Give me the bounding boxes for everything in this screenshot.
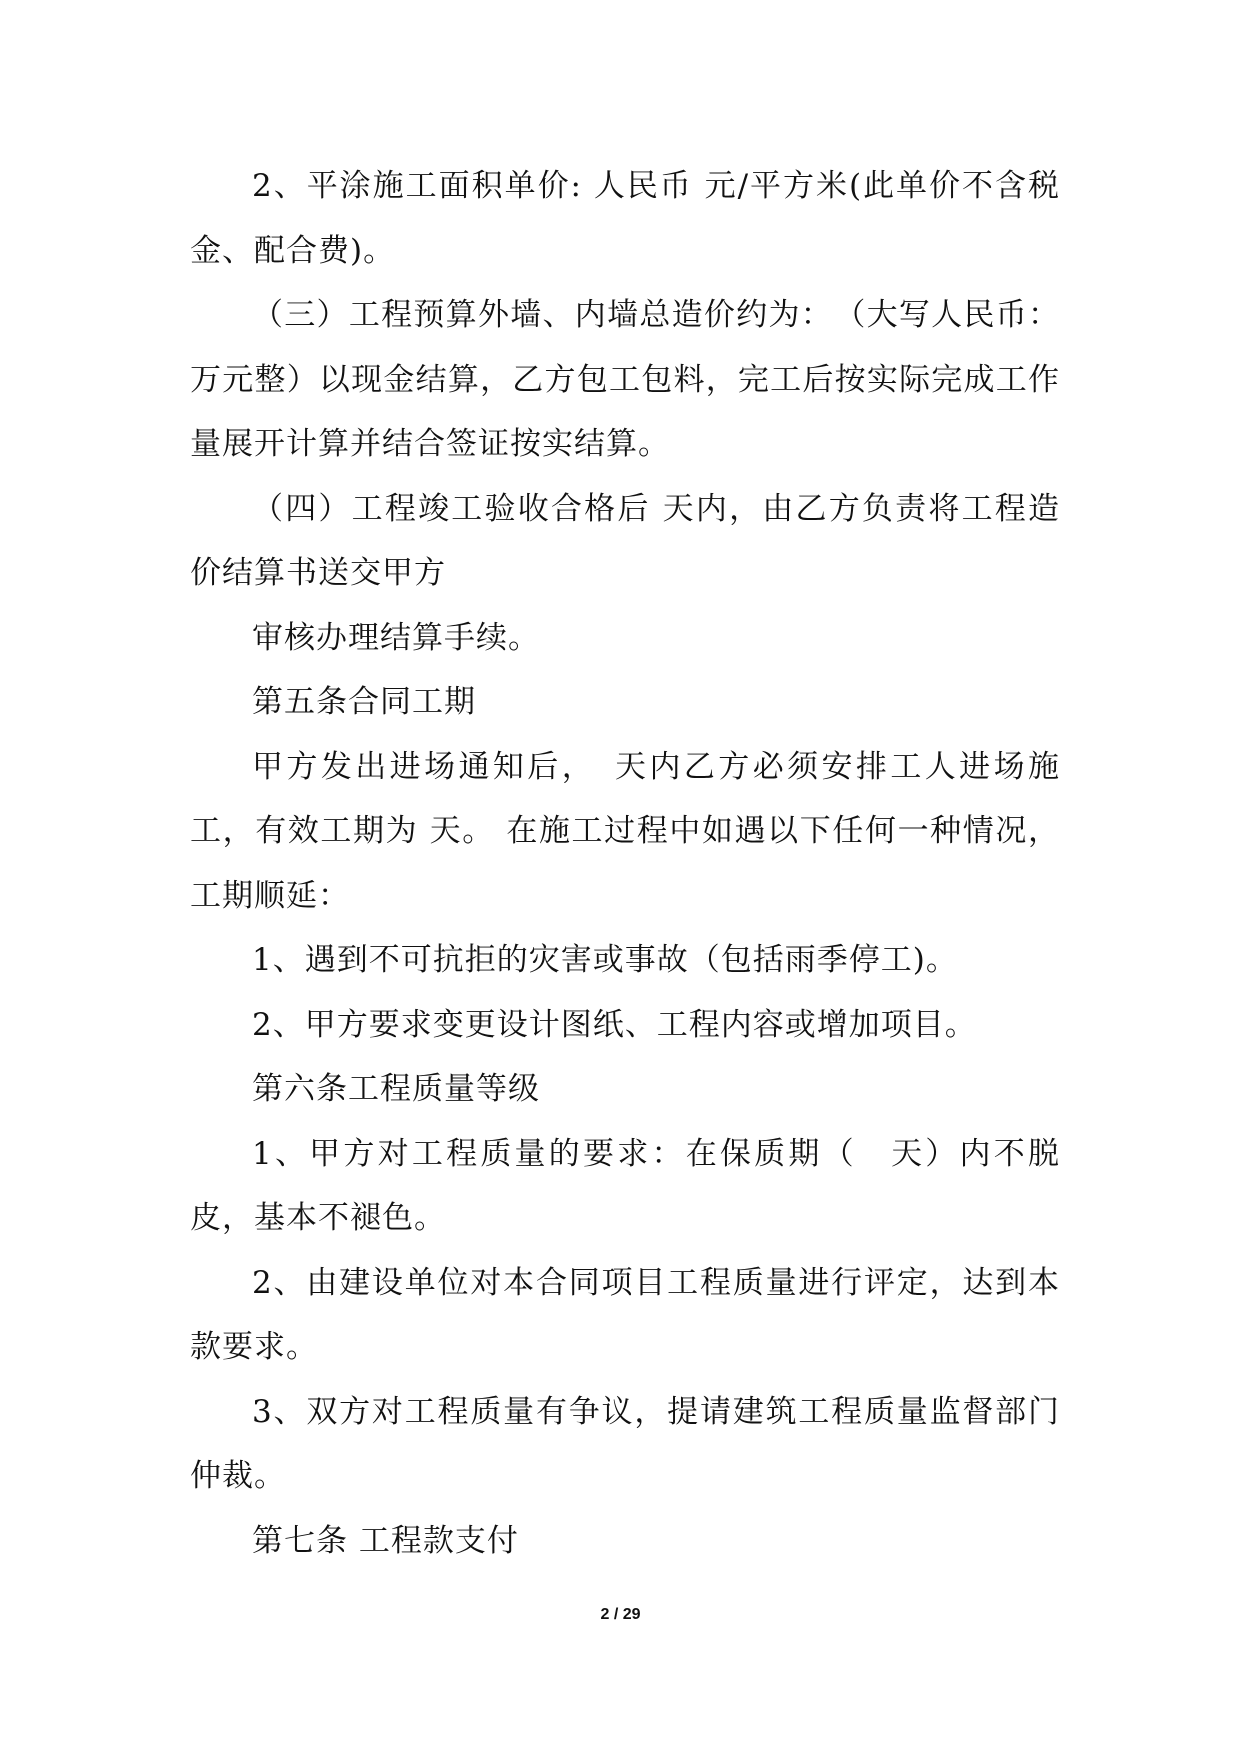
- paragraph: 甲方发出进场通知后， 天内乙方必须安排工人进场施工，有效工期为 天。 在施工过程中如遇以下任何一种情况，工期顺延：: [190, 748, 1060, 914]
- list-item: 1、甲方对工程质量的要求：在保质期（ 天）内不脱皮，基本不褪色。: [190, 1135, 1060, 1236]
- list-item: 3、双方对工程质量有争议，提请建筑工程质量监督部门仲裁。: [190, 1393, 1060, 1494]
- paragraph: 审核办理结算手续。: [252, 619, 540, 656]
- list-item: 2、由建设单位对本合同项目工程质量进行评定，达到本款要求。: [190, 1264, 1060, 1365]
- document-body: [190, 154, 1060, 1573]
- paragraph: （三）工程预算外墙、内墙总造价约为： （大写人民币：万元整）以现金结算，乙方包工包料，完工后按实际完成工作量展开计算并结合签证按实结算。: [190, 297, 1060, 462]
- section-heading: 第五条合同工期: [252, 684, 476, 720]
- section-heading: 第六条工程质量等级: [252, 1071, 540, 1107]
- list-item: 1、遇到不可抗拒的灾害或事故（包括雨季停工)。: [252, 942, 958, 978]
- paragraph: 2、平涂施工面积单价: 人民币 元/平方米(此单价不含税金、配合费)。: [190, 168, 1060, 269]
- paragraph: （四）工程竣工验收合格后 天内，由乙方负责将工程造价结算书送交甲方: [190, 490, 1060, 591]
- page-number: 2 / 29: [600, 1606, 641, 1623]
- list-item: 2、甲方要求变更设计图纸、工程内容或增加项目。: [252, 1006, 977, 1043]
- section-heading: 第七条 工程款支付: [252, 1522, 519, 1559]
